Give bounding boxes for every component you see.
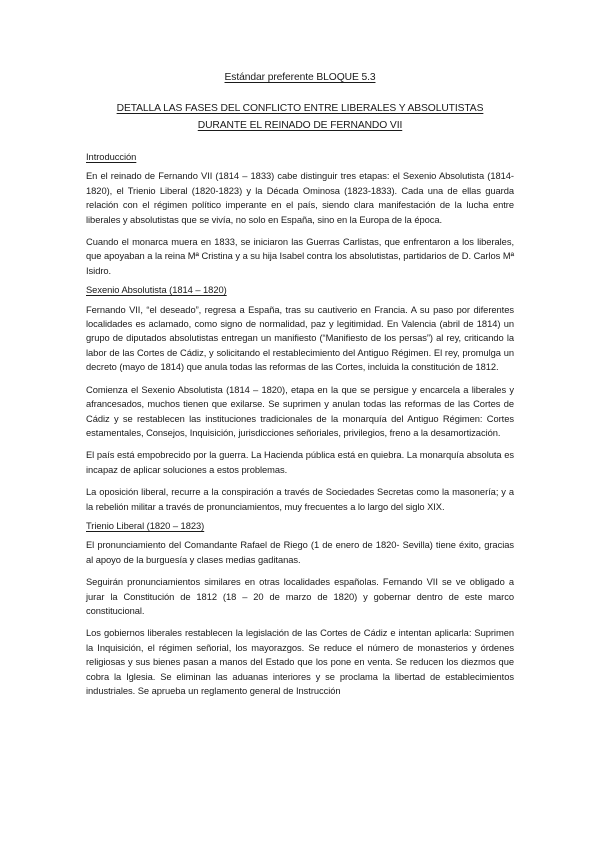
sexenio-paragraph-1: Fernando VII, “el deseado”, regresa a España, tras su cautiverio en Francia. A su paso por diferentes localidades es aclamado, como signo de normalidad, paz y legitimidad. En Valencia (abril de 1814) un grupo de diputados absolutistas entregan un manifiesto (“Manifiesto de los persas”) al rey, criticando la labor de las Cortes de Cádiz, y solicitando el restablecimiento del Antiguo Régimen. El rey, promulga un decreto (mayo de 1814) que anula todas las reformas de las Cortes, incluida la constitución de 1812.	[86, 304, 514, 373]
main-title-line-1: DETALLA LAS FASES DEL CONFLICTO ENTRE LIBERALES Y ABSOLUTISTAS	[116, 103, 484, 114]
intro-heading: Introducción	[86, 152, 137, 162]
sexenio-paragraph-2: Comienza el Sexenio Absolutista (1814 – 1820), etapa en la que se persigue y encarcela a liberales y afrancesados, muchos tienen que exilarse. Se suprimen y anulan todas las reformas de las Cortes de Cádiz y se restablecen las instituciones tradicionales de la monarquía del Antiguo Régimen: Cortes estamentales, Consejos, Inquisición, jurisdicciones señoriales, privilegios, freno a la desamortización.	[86, 384, 514, 438]
intro-paragraph-2: Cuando el monarca muera en 1833, se iniciaron las Guerras Carlistas, que enfrentaron a los liberales, que apoyaban a la reina Mª Cristina y a su hija Isabel contra los absolutistas, partidarios de D. Carlos Mª Isidro.	[86, 237, 514, 276]
sexenio-heading: Sexenio Absolutista (1814 – 1820)	[86, 285, 227, 296]
document-body	[86, 150, 514, 706]
trienio-paragraph-2: Seguirán pronunciamientos similares en otras localidades españolas. Fernando VII se ve obligado a jurar la Constitución de 1812 (18 – 20 de marzo de 1820) y gobernar dentro de este marco constitucional.	[86, 577, 514, 616]
standard-title: Estándar preferente BLOQUE 5.3	[224, 72, 376, 83]
sexenio-paragraph-3: El país está empobrecido por la guerra. La Hacienda pública está en quiebra. La monarquía absoluta es incapaz de aplicar soluciones a estos problemas.	[86, 450, 514, 475]
trienio-paragraph-3: Los gobiernos liberales restablecen la legislación de las Cortes de Cádiz e intentan aplicarla: Suprimen la Inquisición, el régimen señorial, los mayorazgos. Se reduce el número de monasterios y órdenes religiosas y sus bienes pasan a manos del Estado que los pone en venta. Se reducen los diezmos que cobra la Iglesia. Se eliminan las aduanas interiores y se proclama la libertad de establecimientos industriales. Se aprueba un reglamento general de Instrucción	[86, 628, 514, 696]
main-title-line-2: DURANTE EL REINADO DE FERNANDO VII	[197, 120, 403, 131]
sexenio-paragraph-4: La oposición liberal, recurre a la conspiración a través de Sociedades Secretas como la masonería; y a la rebelión militar a través de pronunciamientos, muy frecuentes a lo largo del siglo XIX.	[86, 487, 514, 512]
intro-paragraph-1: En el reinado de Fernando VII (1814 – 1833) cabe distinguir tres etapas: el Sexenio Absolutista (1814-1820), el Trienio Liberal (1820-1823) y la Década Ominosa (1823-1833). Cada una de ellas guarda relación con el régimen político imperante en el país, siendo clara manifestación de la lucha entre liberales y absolutistas que se vivía, no solo en España, sino en la Europa de la época.	[86, 171, 514, 225]
trienio-paragraph-1: El pronunciamiento del Comandante Rafael de Riego (1 de enero de 1820- Sevilla) tiene éxito, gracias al apoyo de la burguesía y clases medias gaditanas.	[86, 540, 514, 565]
trienio-heading: Trienio Liberal (1820 – 1823)	[86, 520, 205, 531]
